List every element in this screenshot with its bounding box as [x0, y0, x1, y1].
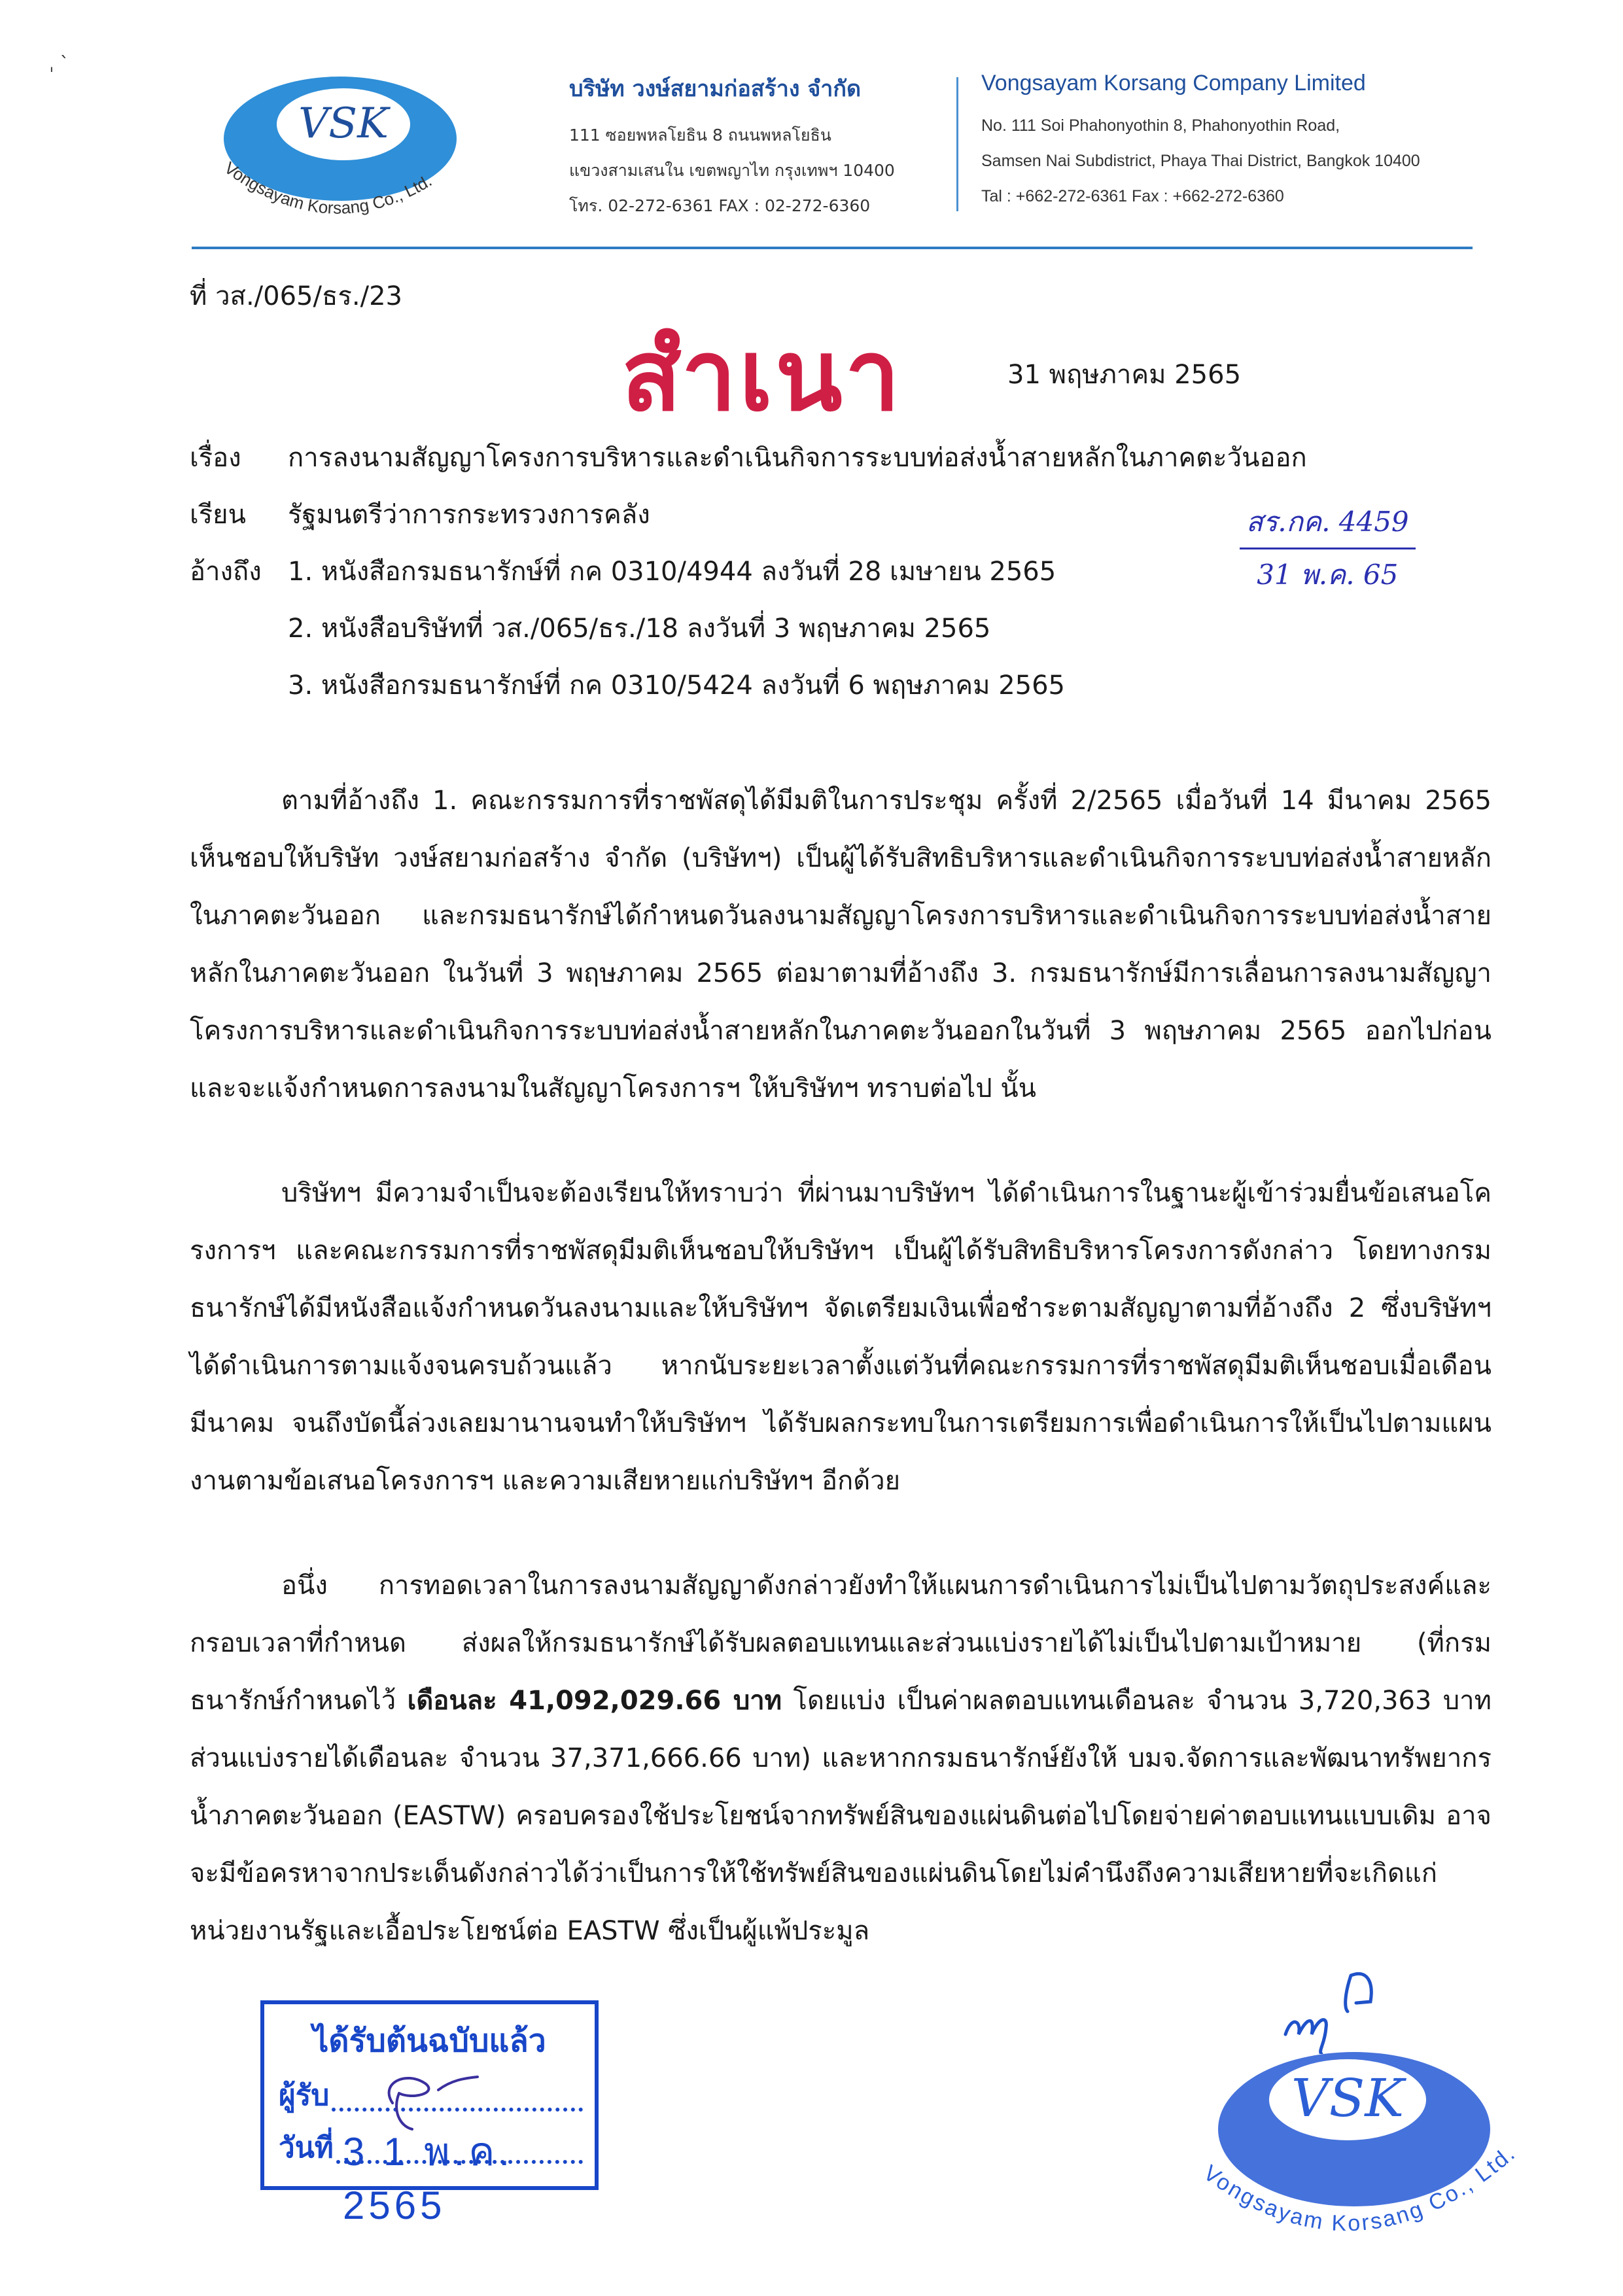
monthly-total-amount: เดือนละ 41,092,029.66 บาท — [407, 1686, 782, 1716]
receiver-label: ผู้รับ — [279, 2079, 330, 2112]
scan-mark: ˌ ˋ — [49, 52, 69, 74]
svg-text:Vongsayam Korsang Co., Ltd.: Vongsayam Korsang Co., Ltd. — [220, 158, 436, 218]
address-line-1-english: No. 111 Soi Phahonyothin 8, Phahonyothin Road, — [981, 116, 1340, 135]
svg-text:VSK: VSK — [1291, 2068, 1405, 2129]
letterhead-divider — [956, 77, 958, 211]
contact-english: Tal : +662-272-6361 Fax : +662-272-6360 — [981, 187, 1284, 205]
svg-text:VSK: VSK — [298, 99, 389, 148]
subject-text: การลงนามสัญญาโครงการบริหารและดำเนินกิจการระบบท่อส่งน้ำสายหลักในภาคตะวันออก — [288, 442, 1307, 473]
recipient-label: เรียน — [190, 499, 246, 530]
receiver-signature — [366, 2064, 497, 2138]
paragraph-2: บริษัทฯ มีความจำเป็นจะต้องเรียนให้ทราบว่า ที่ผ่านมาบริษัทฯ ได้ดำเนินการในฐานะผู้เข้าร่วมยื่นข้อเสนอโครงการฯ และคณะกรรมการที่ราชพัสดุมีมติเห็นชอบให้บริษัทฯ เป็นผู้ได้รับสิทธิบริหารโครงการดังกล่าว โดยทางกรมธนารักษ์ได้มีหนังสือแจ้งกำหนดวันลงนามและให้บริษัทฯ จัดเตรียมเงินเพื่อชำระตามสัญญาตามที่อ้างถึง 2 ซึ่งบริษัทฯ ได้ดำเนินการตามแจ้งจนครบถ้วนแล้ว หากนับระยะเวลาตั้งแต่วันที่คณะกรรมการที่ราชพัสดุมีมติเห็นชอบเมื่อเดือนมีนาคม จนถึงบัดนี้ล่วงเลยมานานจนทำให้บริษัทฯ ได้รับผลกระทบในการเตรียมการเพื่อดำเนินการให้เป็นไปตามแผนงานตามข้อเสนอโครงการฯ และความเสียหายแก่บริษัทฯ อีกด้วย — [190, 1178, 1492, 1496]
reference-number: ที่ วส./065/ธร./23 — [190, 281, 402, 311]
address-line-2-english: Samsen Nai Subdistrict, Phaya Thai District, Bangkok 10400 — [981, 152, 1420, 170]
company-seal-stamp — [1171, 2031, 1537, 2247]
copy-stamp: สำเนา — [621, 319, 903, 433]
reference-item: 2. หนังสือบริษัทที่ วส./065/ธร./18 ลงวันที่ 3 พฤษภาคม 2565 — [288, 613, 991, 644]
letter-meta — [190, 428, 1307, 713]
registration-number: สร.กค. 4459 — [1240, 500, 1416, 549]
paragraph-1: ตามที่อ้างถึง 1. คณะกรรมการที่ราชพัสดุได้มีมติในการประชุม ครั้งที่ 2/2565 เมื่อวันที่ 14 มีนาคม 2565 เห็นชอบให้บริษัท วงษ์สยามก่อสร้าง จำกัด (บริษัทฯ) เป็นผู้ได้รับสิทธิบริหารและดำเนินกิจการระบบท่อส่งน้ำสายหลักในภาคตะวันออก และกรมธนารักษ์ได้กำหนดวันลงนามสัญญาโครงการบริหารและดำเนินกิจการระบบท่อส่งน้ำสายหลักในภาคตะวันออก ในวันที่ 3 พฤษภาคม 2565 ต่อมาตามที่อ้างถึง 3. กรมธนารักษ์มีการเลื่อนการลงนามสัญญาโครงการบริหารและดำเนินกิจการระบบท่อส่งน้ำสายหลักในภาคตะวันออกในวันที่ 3 พฤษภาคม 2565 ออกไปก่อน และจะแจ้งกำหนดการลงนามในสัญญาโครงการฯ ให้บริษัทฯ ทราบต่อไป นั้น — [190, 786, 1492, 1104]
company-name-thai: บริษัท วงษ์สยามก่อสร้าง จำกัด — [569, 76, 862, 102]
letterhead-rule — [192, 247, 1473, 249]
reference-item: 3. หนังสือกรมธนารักษ์ที่ กค 0310/5424 ลงวันที่ 6 พฤษภาคม 2565 — [288, 670, 1065, 701]
address-line-2-thai: แขวงสามเสนใน เขตพญาไท กรุงเทพฯ 10400 — [569, 161, 895, 180]
reference-row-1 — [190, 542, 1307, 599]
svg-text:Vongsayam Korsang Co., Ltd.: Vongsayam Korsang Co., Ltd. — [1198, 2140, 1521, 2236]
vsk-logo-icon — [196, 65, 497, 235]
registration-date: 31 พ.ค. 65 — [1257, 559, 1399, 591]
recipient-text: รัฐมนตรีว่าการกระทรวงการคลัง — [288, 499, 650, 530]
subject-label: เรื่อง — [190, 442, 241, 473]
received-date-label: วันที่ — [279, 2131, 334, 2165]
received-stamp-title: ได้รับต้นฉบับแล้ว — [313, 2023, 546, 2059]
company-logo — [196, 65, 497, 235]
reference-item: 1. หนังสือกรมธนารักษ์ที่ กค 0310/4944 ลงวันที่ 28 เมษายน 2565 — [288, 556, 1056, 587]
references-label: อ้างถึง — [190, 556, 262, 587]
received-date-value: 3 1 พ.ค. 2565 — [343, 2130, 514, 2227]
address-line-1-thai: 111 ซอยพหลโยธิน 8 ถนนพหลโยธิน — [569, 126, 831, 145]
letterhead-english — [981, 71, 1420, 214]
contact-thai: โทร. 02-272-6361 FAX : 02-272-6360 — [569, 196, 871, 215]
subject-row — [190, 428, 1307, 485]
letterhead-thai — [569, 71, 895, 224]
handwritten-registration-note — [1240, 500, 1416, 597]
vsk-seal-icon — [1171, 2031, 1537, 2247]
reference-row-3 — [190, 656, 1307, 713]
paragraph-3-part-1: อนึ่ง การทอดเวลาในการลงนามสัญญาดังกล่าวยังทำให้แผนการดำเนินการไม่เป็นไปตามวัตถุประสงค์และกรอบเวลาที่กำหนด ส่งผลให้กรมธนารักษ์ได้รับผลตอบแทนและส่วนแบ่งรายได้ไม่เป็นไปตามเป้าหมาย (ที่กรมธนารักษ์กำหนดไว้ — [190, 1571, 1492, 1716]
paragraph-3-part-2: โดยแบ่ง เป็นค่าผลตอบแทนเดือนละ จำนวน 3,720,363 บาท ส่วนแบ่งรายได้เดือนละ จำนวน 37,371,666.66 บาท) และหากกรมธนารักษ์ยังให้ บมจ.จัดการและพัฒนาทรัพยากรน้ำภาคตะวันออก (EASTW) ครอบครองใช้ประโยชน์จากทรัพย์สินของแผ่นดินต่อไปโดยจ่ายค่าตอบแทนแบบเดิม อาจจะมีข้อครหาจากประเด็นดังกล่าวได้ว่าเป็นการให้ใช้ทรัพย์สินของแผ่นดินโดยไม่คำนึงถึงความเสียหายที่จะเกิดแก่หน่วยงานรัฐและเอื้อประโยชน์ต่อ EASTW ซึ่งเป็นผู้แพ้ประมูล — [190, 1686, 1492, 1946]
reference-row-2 — [190, 599, 1307, 656]
signature-icon — [366, 2064, 497, 2136]
recipient-row — [190, 485, 1307, 542]
letter-date: 31 พฤษภาคม 2565 — [1007, 360, 1242, 390]
company-name-english: Vongsayam Korsang Company Limited — [981, 71, 1366, 96]
paragraph-3 — [190, 1557, 1492, 1960]
